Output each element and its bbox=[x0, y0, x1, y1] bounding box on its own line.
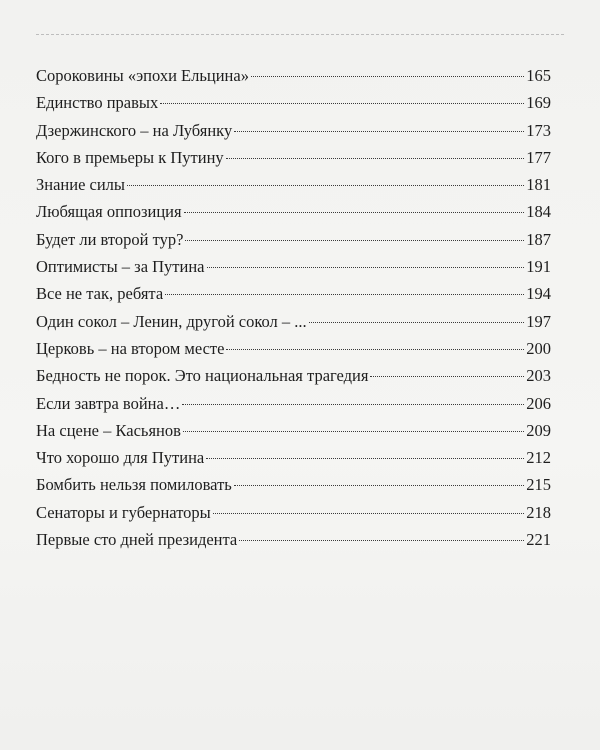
toc-dot-leader bbox=[234, 485, 524, 486]
toc-entry-title: Оптимисты – за Путина bbox=[36, 257, 205, 277]
toc-entry bbox=[36, 444, 551, 471]
toc-entry-page-number: 184 bbox=[526, 202, 551, 222]
toc-entry-title: Единство правых bbox=[36, 93, 159, 113]
toc-entry-page-number: 165 bbox=[526, 66, 551, 85]
toc-dot-leader bbox=[234, 131, 524, 132]
toc-dot-leader bbox=[226, 349, 524, 350]
toc-entry bbox=[36, 226, 551, 253]
toc-entry-page-number: 187 bbox=[526, 229, 551, 249]
toc-dot-leader bbox=[127, 185, 524, 186]
toc-entry-title: Любящая оппозиция bbox=[36, 202, 182, 222]
toc-entry-page-number: 191 bbox=[526, 257, 551, 277]
toc-entry bbox=[36, 335, 551, 362]
toc-entry-title: Бомбить нельзя помиловать bbox=[36, 475, 232, 495]
toc-entry-page-number: 177 bbox=[526, 147, 551, 167]
toc-entry bbox=[36, 471, 551, 498]
toc-entry bbox=[36, 198, 551, 225]
toc-entry-page-number: 215 bbox=[526, 475, 551, 495]
toc-dot-leader bbox=[239, 540, 524, 541]
toc-dot-leader bbox=[184, 212, 525, 213]
toc-entry-page-number: 169 bbox=[526, 93, 551, 113]
toc-entry-title: Кого в премьеры к Путину bbox=[36, 147, 224, 167]
toc-entry bbox=[36, 499, 551, 526]
top-rule bbox=[36, 34, 564, 35]
toc-dot-leader bbox=[207, 267, 525, 268]
toc-entry-title: Один сокол – Ленин, другой сокол – ... bbox=[36, 311, 307, 331]
toc-entry-title: Будет ли второй тур? bbox=[36, 229, 184, 249]
toc-entry bbox=[36, 117, 551, 144]
toc-dot-leader bbox=[309, 322, 525, 323]
toc-entry bbox=[36, 89, 551, 116]
toc-entry-page-number: 206 bbox=[526, 393, 551, 413]
toc-dot-leader bbox=[165, 294, 524, 295]
toc-entry bbox=[36, 144, 551, 171]
toc-entry-title: Если завтра война… bbox=[36, 393, 181, 413]
toc-dot-leader bbox=[370, 376, 524, 377]
toc-entry-page-number: 212 bbox=[526, 448, 551, 468]
toc-dot-leader bbox=[185, 240, 524, 241]
toc-dot-leader bbox=[206, 458, 524, 459]
table-of-contents bbox=[36, 62, 551, 553]
toc-entry-page-number: 194 bbox=[526, 284, 551, 304]
toc-entry-page-number: 209 bbox=[526, 420, 551, 440]
toc-dot-leader bbox=[213, 513, 524, 514]
toc-entry-page-number: 173 bbox=[526, 120, 551, 140]
toc-entry-title: На сцене – Касьянов bbox=[36, 420, 181, 440]
toc-entry-page-number: 203 bbox=[526, 366, 551, 386]
toc-entry bbox=[36, 253, 551, 280]
toc-dot-leader bbox=[160, 103, 524, 104]
toc-entry bbox=[36, 390, 551, 417]
toc-dot-leader bbox=[183, 431, 524, 432]
toc-entry-page-number: 181 bbox=[526, 175, 551, 195]
toc-entry-title: Первые сто дней президента bbox=[36, 530, 238, 550]
toc-entry-page-number: 218 bbox=[526, 502, 551, 522]
toc-entry-page-number: 200 bbox=[526, 338, 551, 358]
toc-entry-title: Церковь – на втором месте bbox=[36, 338, 225, 358]
toc-entry bbox=[36, 362, 551, 389]
toc-dot-leader bbox=[251, 76, 524, 77]
toc-entry bbox=[36, 308, 551, 335]
toc-entry-page-number: 221 bbox=[526, 530, 551, 550]
toc-entry bbox=[36, 417, 551, 444]
toc-entry bbox=[36, 526, 551, 553]
toc-entry-title: Знание силы bbox=[36, 175, 126, 195]
toc-entry-title: Все не так, ребята bbox=[36, 284, 164, 304]
toc-dot-leader bbox=[226, 158, 525, 159]
toc-entry bbox=[36, 171, 551, 198]
toc-entry bbox=[36, 280, 551, 307]
toc-entry-title: Что хорошо для Путина bbox=[36, 448, 205, 468]
toc-entry-title: Сороковины «эпохи Ельцина» bbox=[36, 66, 249, 85]
toc-entry-title: Бедность не порок. Это национальная трагедия bbox=[36, 366, 369, 386]
toc-entry bbox=[36, 62, 551, 89]
toc-entry-title: Дзержинского – на Лубянку bbox=[36, 120, 233, 140]
toc-dot-leader bbox=[182, 404, 524, 405]
toc-entry-page-number: 197 bbox=[526, 311, 551, 331]
toc-entry-title: Сенаторы и губернаторы bbox=[36, 502, 211, 522]
